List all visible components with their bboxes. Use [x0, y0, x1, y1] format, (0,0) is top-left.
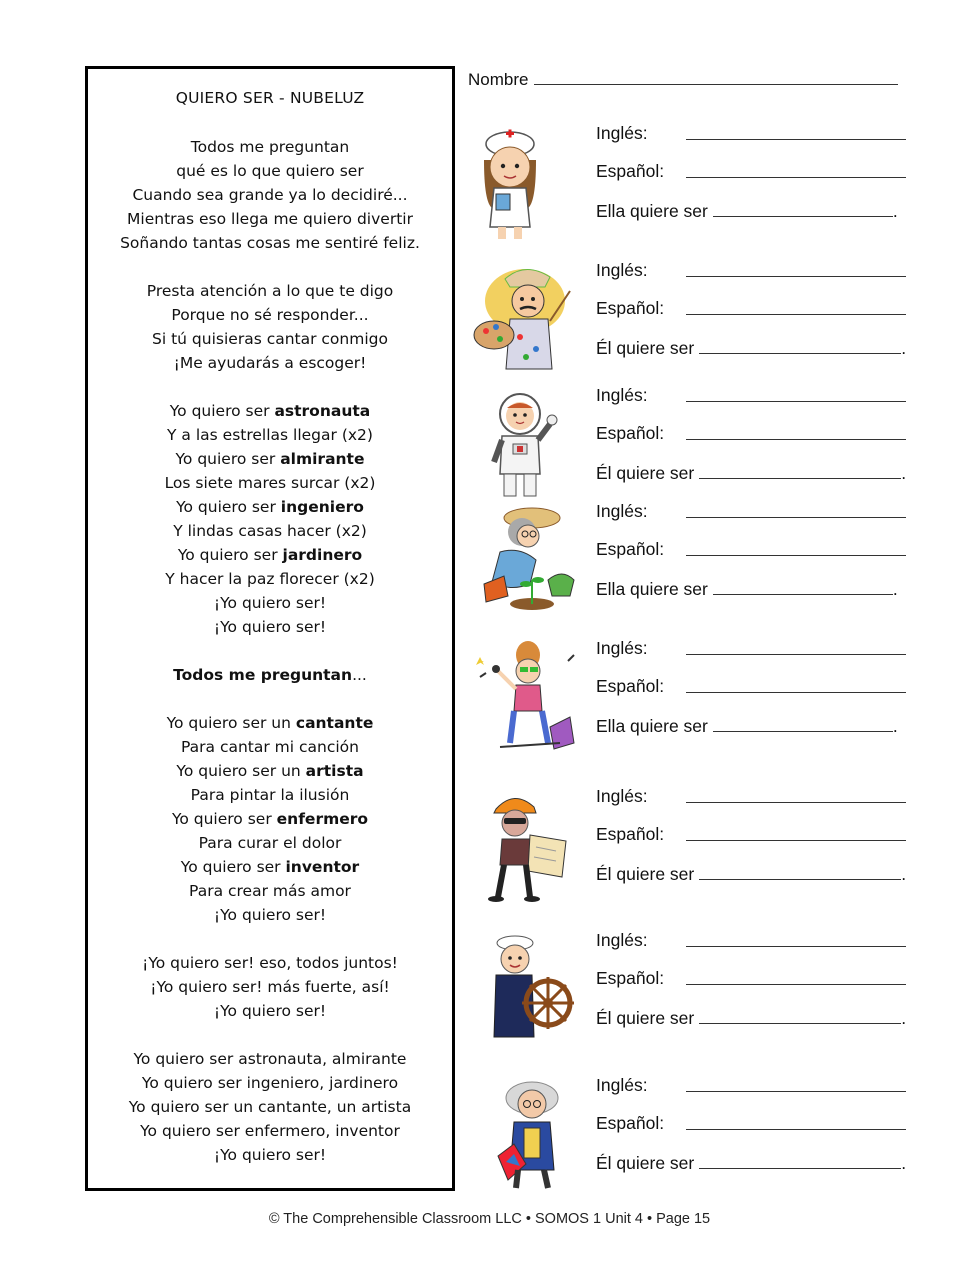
artist-picture — [470, 259, 585, 379]
lyric-text: Yo quiero ser — [177, 546, 283, 564]
lyric-line — [88, 327, 452, 351]
lyric-line — [88, 1095, 452, 1119]
lyric-line — [88, 951, 452, 975]
ingles-row — [596, 785, 648, 807]
espanol-answer-blank[interactable] — [686, 297, 906, 315]
period: . — [901, 338, 907, 358]
ingles-label: Inglés: — [596, 260, 648, 280]
lyric-line — [88, 831, 452, 855]
lyric-text: Yo quiero ser astronauta, almirante — [133, 1050, 407, 1068]
lyric-text: Para curar el dolor — [198, 834, 342, 852]
lyric-text: ¡Yo quiero ser! — [213, 906, 327, 924]
espanol-row — [596, 675, 664, 697]
lyric-text: Y hacer la paz florecer (x2) — [165, 570, 375, 588]
engineer-picture — [470, 785, 585, 905]
espanol-answer-blank[interactable] — [686, 160, 906, 178]
lyric-line — [88, 807, 452, 831]
sentence-answer-blank[interactable] — [713, 714, 893, 732]
ingles-label: Inglés: — [596, 501, 648, 521]
espanol-label: Español: — [596, 539, 665, 559]
lyric-text: Para crear más amor — [189, 882, 351, 900]
lyric-line — [88, 351, 452, 375]
lyric-keyword: astronauta — [274, 402, 371, 420]
lyric-line — [88, 903, 452, 927]
espanol-label: Español: — [596, 968, 665, 988]
sentence-row — [596, 862, 906, 884]
nurse-picture — [470, 122, 585, 242]
espanol-row — [596, 422, 664, 444]
ingles-row — [596, 929, 648, 951]
job-item — [470, 384, 930, 504]
song-title: QUIERO SER - NUBELUZ — [175, 89, 365, 107]
lyric-line — [88, 183, 452, 207]
lyric-text: Yo quiero ser un — [166, 714, 296, 732]
name-label: Nombre — [468, 70, 529, 89]
sentence-label: Ella quiere ser — [596, 579, 708, 599]
period: . — [892, 579, 898, 599]
ingles-answer-blank[interactable] — [686, 500, 906, 518]
espanol-label: Español: — [596, 676, 665, 696]
lyric-text: Todos me preguntan — [190, 138, 350, 156]
sentence-row — [596, 461, 906, 483]
lyric-line — [88, 279, 452, 303]
lyric-keyword: cantante — [295, 714, 374, 732]
espanol-answer-blank[interactable] — [686, 823, 906, 841]
lyric-keyword: almirante — [280, 450, 365, 468]
name-blank[interactable] — [534, 70, 898, 85]
espanol-answer-blank[interactable] — [686, 1112, 906, 1130]
stanza — [88, 135, 452, 255]
sentence-label: Él quiere ser — [596, 1008, 695, 1028]
ingles-label: Inglés: — [596, 385, 648, 405]
lyric-text: Yo quiero ser — [176, 498, 281, 516]
ingles-answer-blank[interactable] — [686, 1074, 906, 1092]
lyric-line — [88, 159, 452, 183]
ingles-row — [596, 1074, 648, 1096]
lyric-text: Y a las estrellas llegar (x2) — [167, 426, 373, 444]
inventor-picture — [470, 1074, 585, 1194]
espanol-row — [596, 967, 664, 989]
sentence-answer-blank[interactable] — [699, 1006, 901, 1024]
stanza — [88, 279, 452, 375]
lyric-line — [88, 735, 452, 759]
lyric-text: Los siete mares surcar (x2) — [164, 474, 376, 492]
lyric-text: Yo quiero ser un cantante, un artista — [128, 1098, 412, 1116]
espanol-label: Español: — [596, 1113, 665, 1133]
lyric-keyword: inventor — [285, 858, 360, 876]
lyric-text: Yo quiero ser — [175, 450, 281, 468]
ingles-row — [596, 259, 648, 281]
lyric-text: qué es lo que quiero ser — [176, 162, 364, 180]
lyric-keyword: enfermero — [276, 810, 369, 828]
footer: © The Comprehensible Classroom LLC • SOMOS 1 Unit 4 • Page 15 — [268, 1211, 711, 1227]
lyric-text: ¡Yo quiero ser! eso, todos juntos! — [142, 954, 398, 972]
lyric-line — [88, 471, 452, 495]
sentence-row — [596, 1006, 906, 1028]
sentence-row — [596, 336, 906, 358]
sentence-answer-blank[interactable] — [699, 1151, 901, 1169]
espanol-row — [596, 297, 664, 319]
period: . — [901, 463, 907, 483]
lyric-line — [88, 1071, 452, 1095]
lyric-keyword: artista — [305, 762, 364, 780]
gardener-picture — [470, 500, 585, 620]
job-item — [470, 785, 930, 905]
name-field[interactable] — [468, 70, 898, 90]
lyric-line — [88, 519, 452, 543]
lyric-line — [88, 783, 452, 807]
espanol-row — [596, 538, 664, 560]
lyric-line — [88, 399, 452, 423]
espanol-row — [596, 160, 664, 182]
job-item — [470, 1074, 930, 1194]
sentence-label: Él quiere ser — [596, 463, 695, 483]
lyric-line — [88, 447, 452, 471]
sentence-row — [596, 1151, 906, 1173]
lyric-text: Yo quiero ser enfermero, inventor — [140, 1122, 400, 1140]
ingles-label: Inglés: — [596, 786, 648, 806]
sentence-answer-blank[interactable] — [699, 862, 901, 880]
lyric-line — [88, 135, 452, 159]
lyric-line — [88, 855, 452, 879]
period: . — [901, 1008, 907, 1028]
lyric-keyword: jardinero — [282, 546, 363, 564]
espanol-answer-blank[interactable] — [686, 967, 906, 985]
job-item — [470, 929, 930, 1049]
lyric-line — [88, 231, 452, 255]
lyric-line — [88, 711, 452, 735]
sentence-row — [596, 199, 898, 221]
lyric-keyword: Todos me preguntan — [173, 666, 353, 684]
ingles-label: Inglés: — [596, 123, 648, 143]
lyric-text: ... — [352, 666, 367, 684]
job-item — [470, 637, 930, 757]
ingles-label: Inglés: — [596, 638, 648, 658]
astronaut-picture — [470, 384, 585, 504]
lyric-text: Para cantar mi canción — [181, 738, 359, 756]
ingles-answer-blank[interactable] — [686, 122, 906, 140]
sentence-answer-blank[interactable] — [713, 577, 893, 595]
job-item — [470, 122, 930, 242]
stanza — [88, 951, 452, 1023]
lyric-text: ¡Me ayudarás a escoger! — [173, 354, 367, 372]
lyric-line — [88, 663, 452, 687]
lyric-text: ¡Yo quiero ser! — [213, 618, 327, 636]
sentence-answer-blank[interactable] — [713, 199, 893, 217]
ingles-label: Inglés: — [596, 1075, 648, 1095]
sentence-label: Ella quiere ser — [596, 201, 708, 221]
lyric-text: Soñando tantas cosas me sentiré feliz. — [120, 234, 420, 252]
lyric-text: Si tú quisieras cantar conmigo — [152, 330, 388, 348]
espanol-label: Español: — [596, 824, 665, 844]
lyric-line — [88, 495, 452, 519]
ingles-row — [596, 500, 648, 522]
lyric-text: ¡Yo quiero ser! — [213, 1002, 327, 1020]
lyric-line — [88, 759, 452, 783]
lyric-text: Porque no sé responder... — [171, 306, 369, 324]
lyric-line — [88, 567, 452, 591]
espanol-row — [596, 823, 664, 845]
lyric-text: ¡Yo quiero ser! — [213, 594, 327, 612]
lyric-text: Yo quiero ser — [169, 402, 275, 420]
espanol-label: Español: — [596, 423, 665, 443]
lyric-text: ¡Yo quiero ser! más fuerte, así! — [150, 978, 390, 996]
sentence-label: Ella quiere ser — [596, 716, 708, 736]
ingles-label: Inglés: — [596, 930, 648, 950]
period: . — [892, 716, 898, 736]
period: . — [901, 864, 907, 884]
lyric-line — [88, 1047, 452, 1071]
lyric-text: Yo quiero ser un — [176, 762, 306, 780]
espanol-answer-blank[interactable] — [686, 675, 906, 693]
espanol-answer-blank[interactable] — [686, 538, 906, 556]
sentence-label: Él quiere ser — [596, 338, 695, 358]
espanol-label: Español: — [596, 161, 665, 181]
ingles-answer-blank[interactable] — [686, 785, 906, 803]
lyric-line — [88, 591, 452, 615]
sentence-label: Él quiere ser — [596, 864, 695, 884]
period: . — [892, 201, 898, 221]
ingles-answer-blank[interactable] — [686, 259, 906, 277]
lyric-line — [88, 543, 452, 567]
lyrics-box — [85, 66, 455, 1191]
espanol-row — [596, 1112, 664, 1134]
lyric-line — [88, 975, 452, 999]
stanza — [88, 399, 452, 639]
lyric-text: Yo quiero ser — [171, 810, 277, 828]
lyric-line — [88, 303, 452, 327]
lyric-line — [88, 1143, 452, 1167]
lyric-text: Yo quiero ser ingeniero, jardinero — [141, 1074, 399, 1092]
stanza — [88, 711, 452, 927]
lyric-text: Y lindas casas hacer (x2) — [173, 522, 367, 540]
ingles-answer-blank[interactable] — [686, 929, 906, 947]
stanza — [88, 1047, 452, 1167]
stanza — [88, 663, 452, 687]
lyric-keyword: ingeniero — [280, 498, 364, 516]
sentence-label: Él quiere ser — [596, 1153, 695, 1173]
lyric-line — [88, 879, 452, 903]
ingles-row — [596, 122, 648, 144]
ingles-answer-blank[interactable] — [686, 637, 906, 655]
admiral-picture — [470, 929, 585, 1049]
lyric-line — [88, 1119, 452, 1143]
sentence-answer-blank[interactable] — [699, 461, 901, 479]
sentence-row — [596, 577, 898, 599]
lyric-text: Presta atención a lo que te digo — [146, 282, 394, 300]
period: . — [901, 1153, 907, 1173]
lyric-line — [88, 999, 452, 1023]
ingles-answer-blank[interactable] — [686, 384, 906, 402]
job-item — [470, 500, 930, 620]
ingles-row — [596, 384, 648, 406]
lyric-line — [88, 615, 452, 639]
ingles-row — [596, 637, 648, 659]
job-item — [470, 259, 930, 379]
lyric-text: Cuando sea grande ya lo decidiré... — [132, 186, 408, 204]
lyric-text: Para pintar la ilusión — [190, 786, 350, 804]
espanol-answer-blank[interactable] — [686, 422, 906, 440]
sentence-answer-blank[interactable] — [699, 336, 901, 354]
lyric-text: Mientras eso llega me quiero divertir — [127, 210, 413, 228]
lyric-text: ¡Yo quiero ser! — [213, 1146, 327, 1164]
singer-picture — [470, 637, 585, 757]
lyric-line — [88, 423, 452, 447]
espanol-label: Español: — [596, 298, 665, 318]
lyric-line — [88, 207, 452, 231]
sentence-row — [596, 714, 898, 736]
lyric-text: Yo quiero ser — [180, 858, 286, 876]
